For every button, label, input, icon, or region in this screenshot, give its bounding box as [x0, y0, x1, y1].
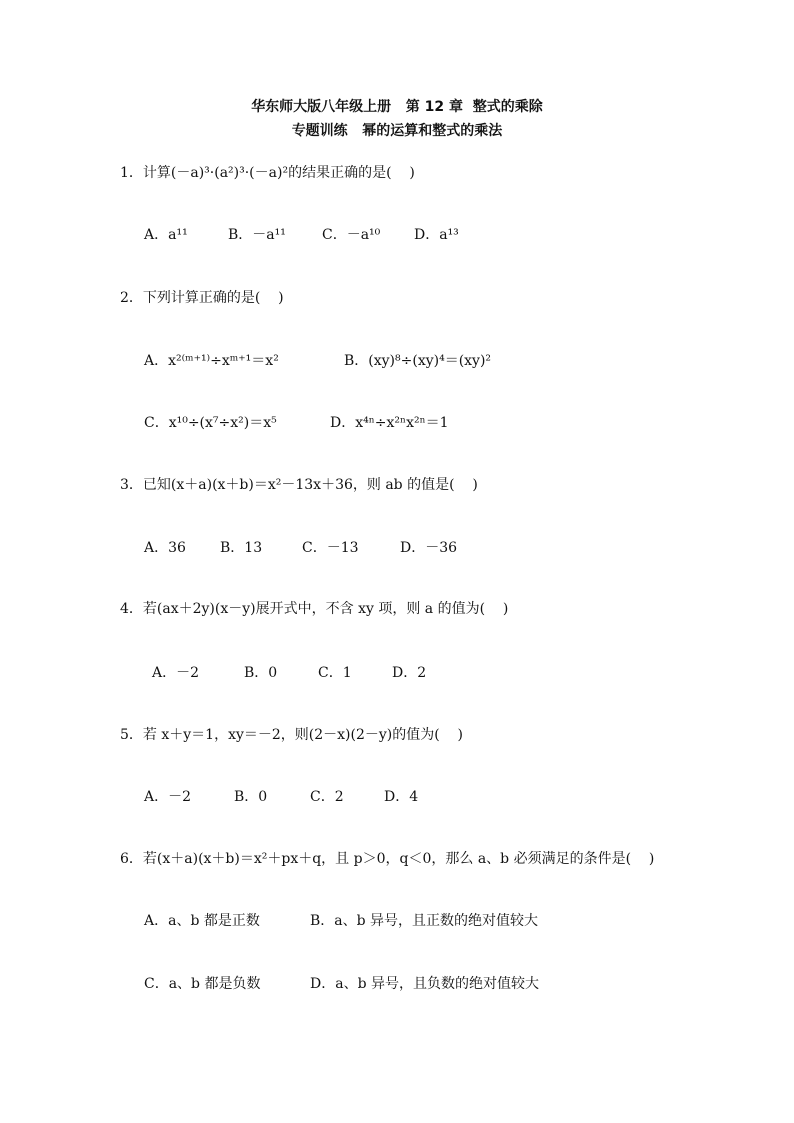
question-3-option-d: D．－36 [400, 540, 458, 556]
question-3-stem: 3．已知(x＋a)(x＋b)＝x²－13x＋36，则 ab 的值是( ) [120, 477, 478, 493]
question-2-option-c: C．x¹⁰÷(x⁷÷x²)＝x⁵ [144, 415, 277, 431]
question-3-option-a: A．36 [144, 540, 186, 556]
question-6-stem: 6．若(x＋a)(x＋b)＝x²＋px＋q，且 p＞0，q＜0，那么 a、b 必须满足的条件是( ) [120, 851, 655, 867]
question-5-option-d: D．4 [384, 789, 419, 805]
worksheet-subtitle: 专题训练 幂的运算和整式的乘法 [291, 123, 503, 139]
question-5-option-a: A．－2 [144, 789, 192, 805]
question-4-option-c: C．1 [318, 665, 352, 681]
question-6-option-b: B．a、b 异号，且正数的绝对值较大 [310, 913, 539, 929]
question-2-stem: 2．下列计算正确的是( ) [120, 290, 284, 306]
question-4-option-d: D．2 [392, 665, 427, 681]
question-5-option-b: B．0 [234, 789, 268, 805]
question-4-option-b: B．0 [244, 665, 278, 681]
question-3-option-b: B．13 [220, 540, 263, 556]
question-6-option-c: C．a、b 都是负数 [144, 976, 261, 992]
question-2-option-d: D．x⁴ⁿ÷x²ⁿx²ⁿ＝1 [330, 415, 449, 431]
question-2-option-a: A．x²⁽ᵐ⁺¹⁾÷xᵐ⁺¹＝x² [144, 353, 279, 369]
question-6-option-d: D．a、b 异号，且负数的绝对值较大 [310, 976, 539, 992]
question-1-option-a: A．a¹¹ [144, 227, 188, 243]
question-1-option-c: C．－a¹⁰ [322, 227, 381, 243]
question-1-option-b: B．－a¹¹ [228, 227, 286, 243]
question-5-option-c: C．2 [310, 789, 344, 805]
question-1-stem: 1．计算(－a)³·(a²)³·(－a)²的结果正确的是( ) [120, 165, 415, 181]
question-6-option-a: A．a、b 都是正数 [144, 913, 260, 929]
worksheet-title: 华东师大版八年级上册 第 12 章 整式的乘除 [251, 99, 543, 115]
question-4-option-a: A．－2 [152, 665, 200, 681]
question-4-stem: 4．若(ax＋2y)(x－y)展开式中，不含 xy 项，则 a 的值为( ) [120, 601, 509, 617]
question-2-option-b: B．(xy)⁸÷(xy)⁴＝(xy)² [344, 353, 492, 369]
question-1-option-d: D．a¹³ [414, 227, 459, 243]
question-5-stem: 5．若 x＋y＝1，xy＝－2，则(2－x)(2－y)的值为( ) [120, 727, 463, 743]
question-3-option-c: C．－13 [302, 540, 359, 556]
